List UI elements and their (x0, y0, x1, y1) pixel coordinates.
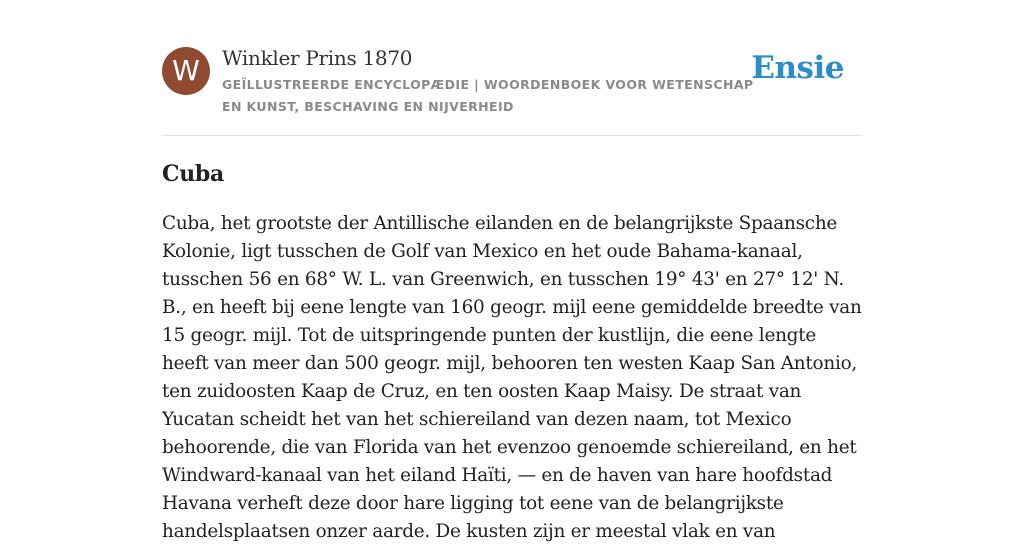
source-info (222, 46, 762, 118)
source-avatar[interactable]: W (162, 47, 210, 95)
article-title: Cuba (162, 161, 224, 187)
source-subtitle: GEÏLLUSTREERDE ENCYCLOPÆDIE | WOORDENBOEK VOOR WETENSCHAP EN KUNST, BESCHAVING EN NIJVERHEID (222, 77, 754, 114)
source-header (162, 46, 862, 136)
source-title[interactable]: Winkler Prins 1870 (222, 46, 413, 70)
article-body: Cuba, het grootste der Antillische eilanden en de belangrijkste Spaansche Kolonie, ligt tusschen de Golf van Mexico en het oude Bahama-kanaal, tusschen 56 en 68° W. L. van Greenwich, en tusschen 19° 43' en 27° 12' N. B., en heeft bij eene lengte van 160 geogr. mijl eene gemiddelde breedte van 15 geogr. mijl. Tot de uitspringende punten der kustlijn, die eene lengte heeft van meer dan 500 geogr. mijl, behooren ten westen Kaap San Antonio, ten zuidoosten Kaap de Cruz, en ten oosten Kaap Maisy. De straat van Yucatan scheidt het van het schiereiland van dezen naam, tot Mexico behoorende, die van Florida van het evenzoo genoemde schiereiland, en het Windward-kanaal van het eiland Haïti, — en de haven van hare hoofdstad Havana verheft deze door hare ligging tot eene van de belangrijkste handelsplaatsen onzer aarde. De kusten zijn er meestal vlak en van (162, 213, 862, 542)
ensie-logo[interactable]: Ensie (751, 50, 844, 86)
content-container (162, 46, 862, 546)
